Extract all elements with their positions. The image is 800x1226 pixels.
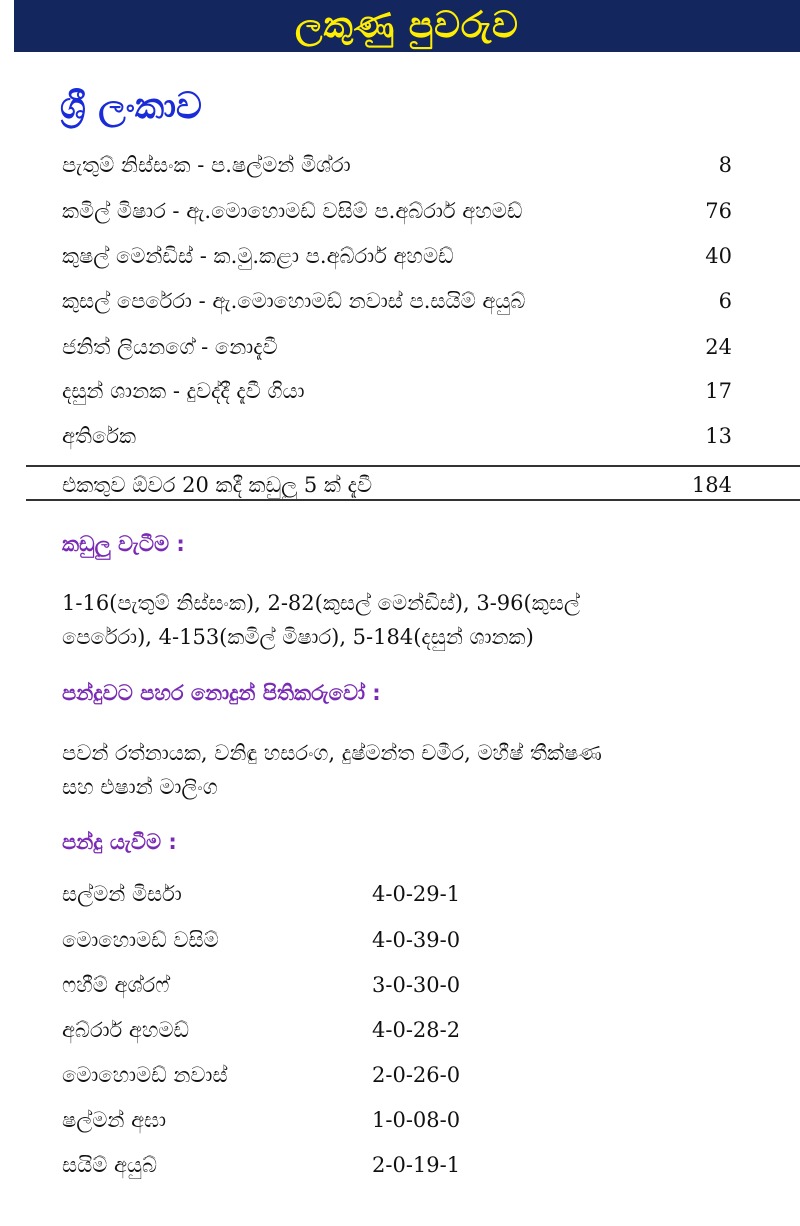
fall-of-wickets-heading: කඩුලු වැටීම : — [62, 532, 185, 556]
bowler-name: ෆහීම් අශ්රෆ් — [62, 973, 170, 997]
total-top-divider — [26, 465, 800, 467]
did-not-bat-text — [62, 736, 762, 804]
batter-name: කුසල් පෙරේරා - ඇ.මොහොමඩ් නවාස් ප.සයිම් අයුබ් — [62, 289, 526, 313]
batter-runs: 24 — [705, 335, 732, 359]
bowling-row — [62, 970, 482, 1000]
bowler-figures: 4-0-29-1 — [372, 882, 461, 906]
batting-row — [62, 241, 732, 271]
bowler-name: මොහොමඩ් වසිම් — [62, 928, 219, 952]
page-title: ලකුණු පුවරුව — [295, 5, 519, 46]
bowler-figures: 2-0-19-1 — [372, 1153, 461, 1177]
batter-name: ජනිත් ලියනගේ - නොදැවී — [62, 335, 278, 359]
bowler-name: මොහොමඩ් නවාස් — [62, 1063, 228, 1087]
batter-runs: 8 — [718, 153, 732, 177]
batter-runs: 40 — [705, 244, 732, 268]
bowler-figures: 1-0-08-0 — [372, 1108, 461, 1132]
batter-name: දසුන් ශානක - දුවද්දී දැවී ගියා — [62, 379, 305, 403]
extras-label: අතිරේක — [62, 424, 137, 448]
batting-row — [62, 150, 732, 180]
batter-runs: 17 — [705, 379, 732, 403]
batting-row — [62, 196, 732, 226]
bowler-figures: 4-0-39-0 — [372, 928, 461, 952]
batting-row — [62, 421, 732, 451]
bowler-figures: 3-0-30-0 — [372, 973, 461, 997]
extras-runs: 13 — [705, 424, 732, 448]
bowling-row — [62, 1015, 482, 1045]
bowler-name: සල්මන් මිර්සා — [62, 882, 182, 906]
batting-row — [62, 332, 732, 362]
did-not-bat-heading: පන්දුවට පහර නොදුන් පිතිකරුවෝ : — [62, 681, 381, 705]
bowling-row — [62, 925, 482, 955]
batter-runs: 76 — [705, 199, 732, 223]
batter-name: කමිල් මිෂාර - ඇ.මොහොමඩ් වසිම් ප.අබ්රාර් අහමඩ් — [62, 199, 523, 223]
total-label: එකතුව ඕවර 20 කදී කඩුලු 5 ක් දැවී — [62, 473, 373, 497]
bowling-row — [62, 1105, 482, 1135]
fall-of-wickets-line: පෙරේරා), 4-153(කමිල් මිෂාර), 5-184(දසුන් ශානක) — [62, 625, 534, 649]
bowler-figures: 2-0-26-0 — [372, 1063, 461, 1087]
batting-row — [62, 286, 732, 316]
batting-row — [62, 376, 732, 406]
bowling-row — [62, 879, 482, 909]
fall-of-wickets-text — [62, 586, 762, 654]
batter-runs: 6 — [718, 289, 732, 313]
team-name: ශ්‍රී ලංකාව — [60, 86, 202, 127]
did-not-bat-line: සහ එෂාන් මාලිංග — [62, 775, 218, 799]
batter-name: පැතුම් නිස්සංක - ප.ෂල්මන් මිශ්රා — [62, 153, 351, 177]
did-not-bat-line: පවන් රත්නායක, වනිඳු හසරංග, දුෂ්මන්ත චමීර, මහීෂ් තීක්ෂණ — [62, 741, 602, 765]
bowling-heading: පන්දු යැවීම : — [62, 830, 177, 854]
bowling-row — [62, 1150, 482, 1180]
total-row — [62, 470, 732, 500]
header-banner — [14, 0, 800, 52]
bowler-name: සයිම් අයුබ් — [62, 1153, 158, 1177]
bowler-name: අබ්රාර් අහමඩ් — [62, 1018, 190, 1042]
bowler-figures: 4-0-28-2 — [372, 1018, 461, 1042]
fall-of-wickets-line: 1-16(පැතුම් නිස්සංක), 2-82(කුසල් මෙන්ඩිස්), 3-96(කුසල් — [62, 591, 580, 615]
batter-name: කුෂල් මෙන්ඩිස් - ක.මු.කළා ප.අබ්රාර් අහමඩ් — [62, 244, 454, 268]
bowler-name: ෂල්මන් අඝා — [62, 1108, 167, 1132]
total-bottom-divider — [26, 499, 800, 501]
bowling-row — [62, 1060, 482, 1090]
total-runs: 184 — [691, 473, 732, 497]
